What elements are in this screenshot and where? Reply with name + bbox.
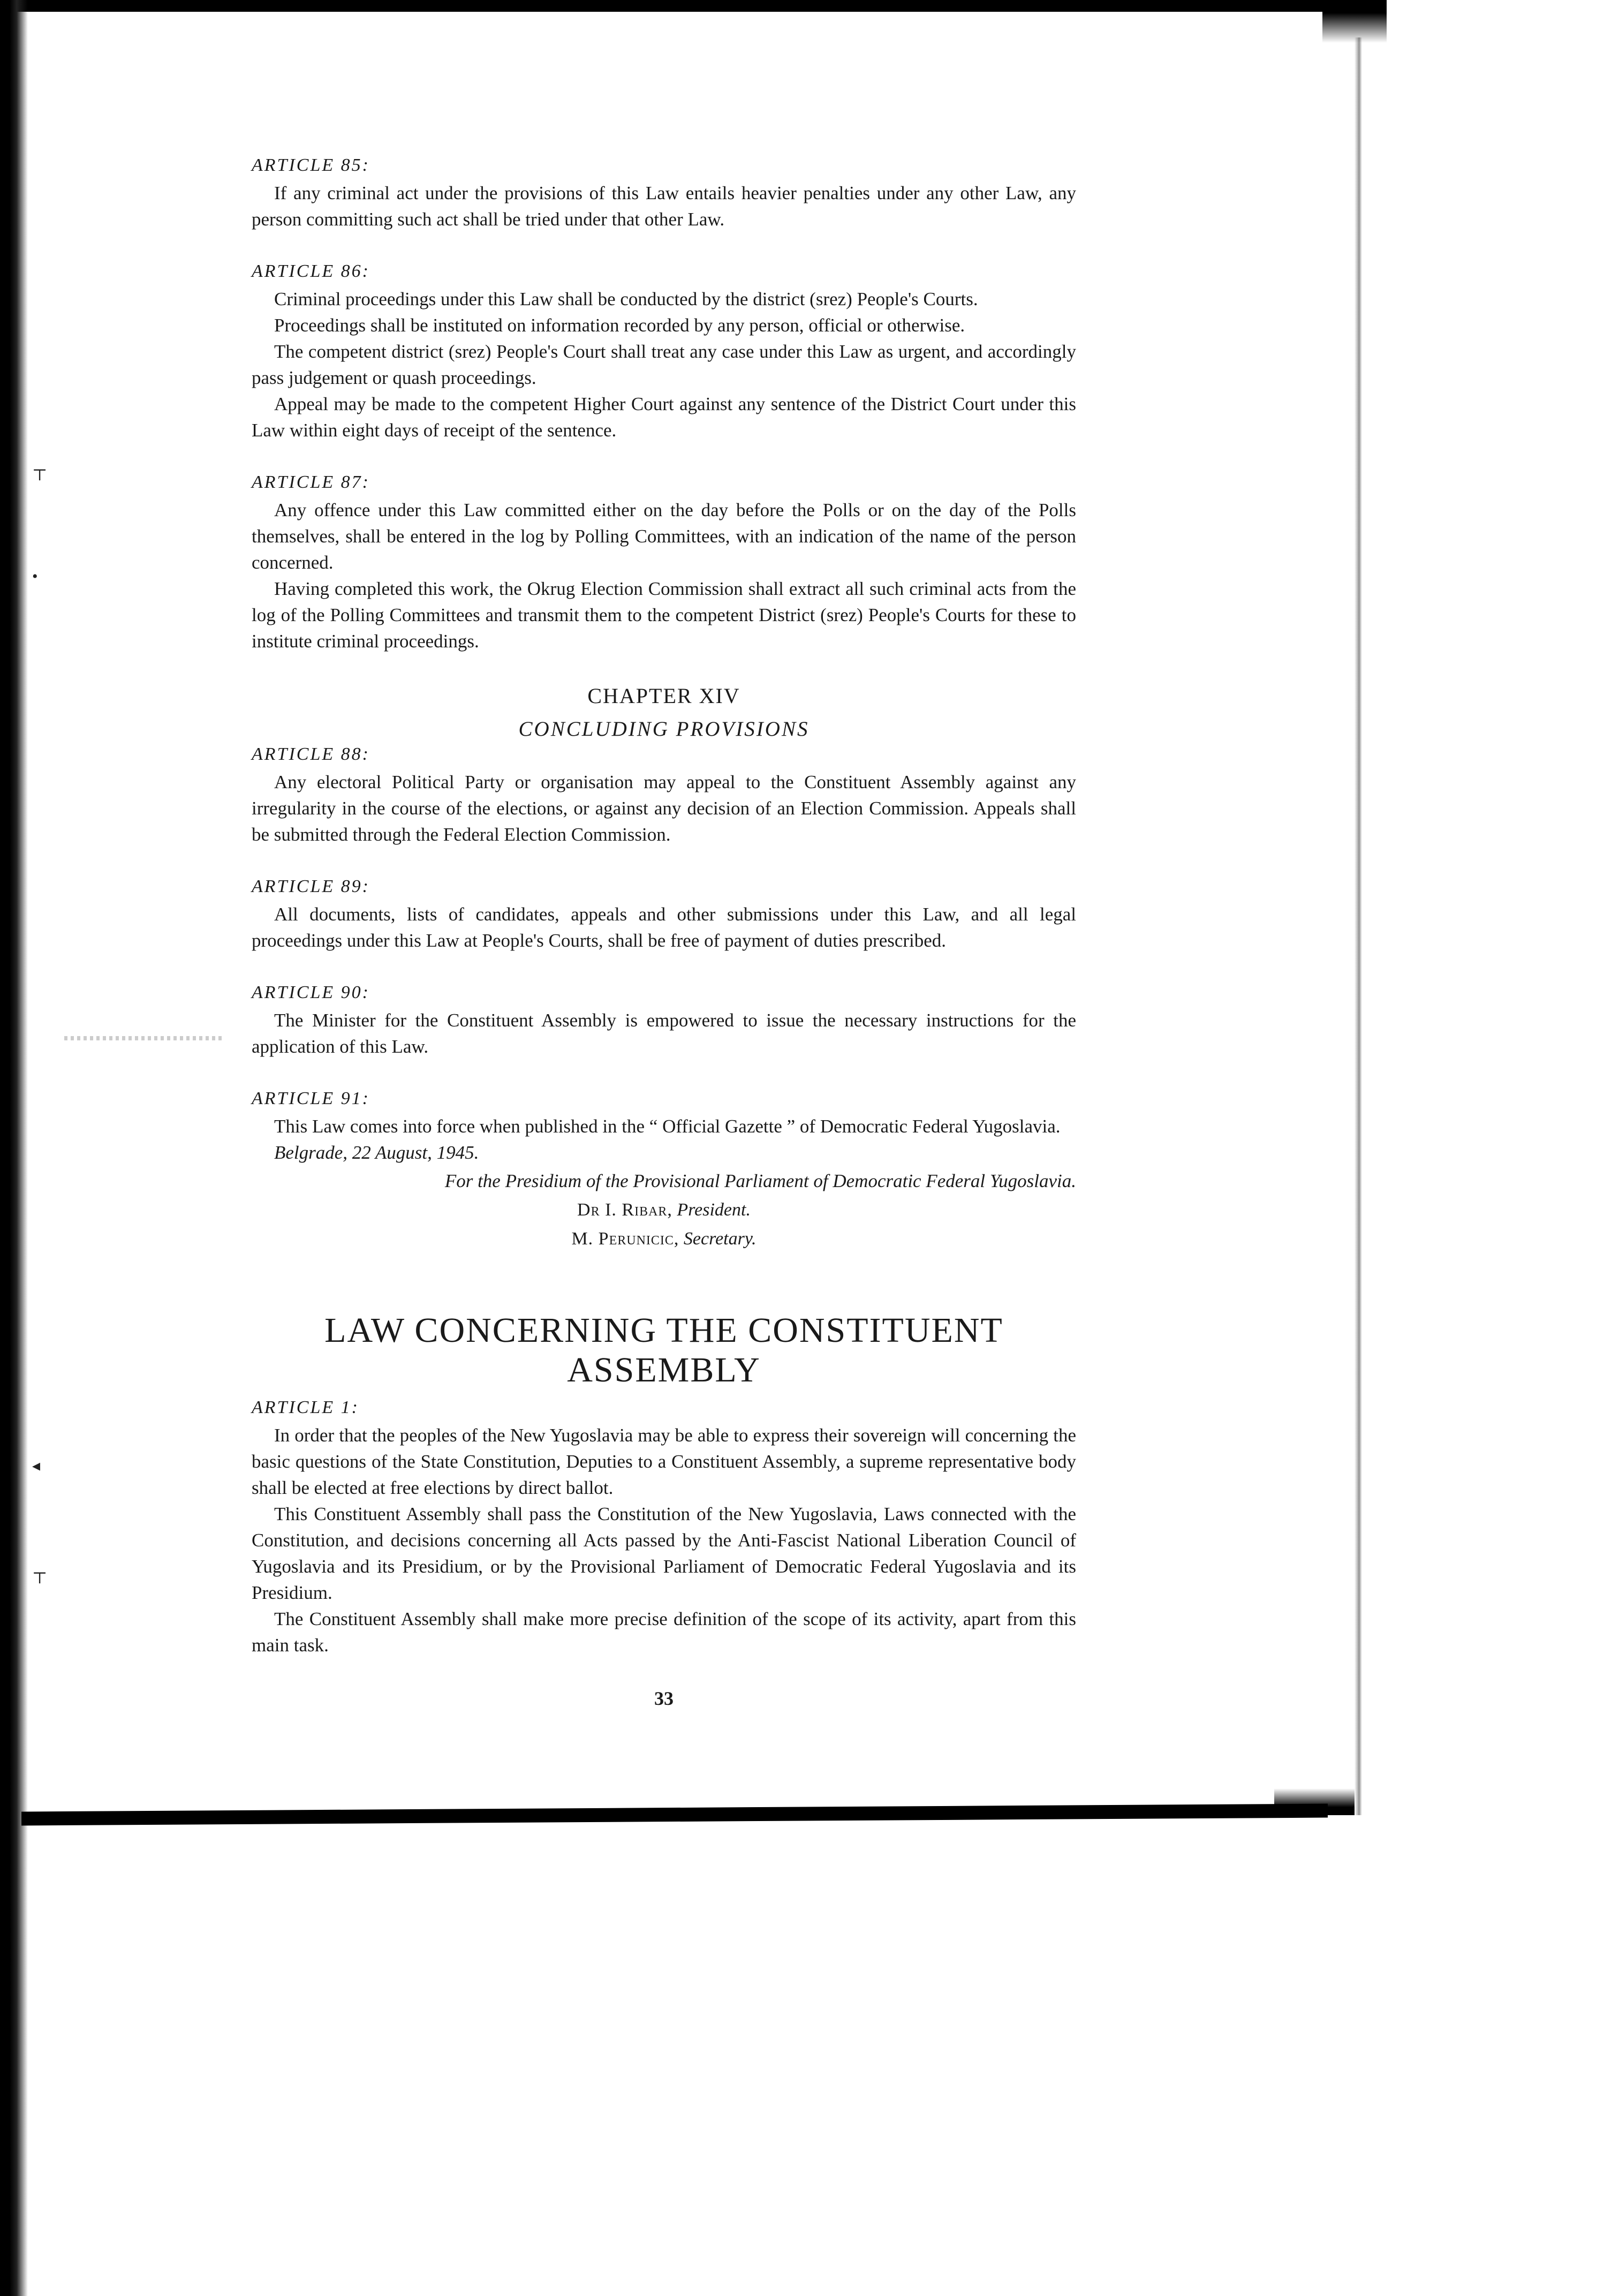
scan-edge-top — [0, 0, 1371, 12]
chapter-subtitle: CONCLUDING PROVISIONS — [518, 718, 810, 741]
article-paragraph: The Minister for the Constituent Assembly is empowered to issue the necessary instructions for the application of this Law. — [252, 1010, 1076, 1057]
article-paragraph: Any electoral Political Party or organisation may appeal to the Constituent Assembly against any irregularity in the course of the elections, or against any decision of an Election Commission. Appeals shall be submitted through the Federal Election Commission. — [252, 772, 1076, 845]
signatory-role: Secretary. — [683, 1229, 756, 1249]
article-paragraph: All documents, lists of candidates, appeals and other submissions under this Law, and all legal proceedings under this Law at People's Courts, shall be free of payment of duties prescribed. — [252, 904, 1076, 951]
law-title-line: LAW CONCERNING THE CONSTITUENT — [324, 1311, 1003, 1350]
signatory-name: M. Perunicic, — [571, 1229, 679, 1249]
signature-line — [252, 1197, 1076, 1223]
article-86 — [252, 261, 1076, 443]
article-heading: ARTICLE 90: — [252, 983, 370, 1002]
article-paragraph: Having completed this work, the Okrug Election Commission shall extract all such criminal acts from the log of the Polling Committees and transmit them to the competent District (srez) People's Courts for these to institute criminal proceedings. — [252, 578, 1076, 652]
scan-noise — [64, 1036, 225, 1040]
scan-edge-bottom — [21, 1804, 1328, 1826]
signatory-name: Dr I. Ribar, — [577, 1200, 672, 1220]
article-paragraph: This Law comes into force when published in the “ Official Gazette ” of Democratic Federal Yugoslavia. — [274, 1116, 1061, 1137]
signature-line — [252, 1226, 1076, 1252]
article-heading: ARTICLE 91: — [252, 1089, 370, 1108]
article-paragraph: The competent district (srez) People's Court shall treat any case under this Law as urgent, and accordingly pass judgement or quash proceedings. — [252, 341, 1076, 388]
article-paragraph: This Constituent Assembly shall pass the Constitution of the New Yugoslavia, Laws connected with the Constitution, and decisions concerning all Acts passed by the Anti-Fascist National Liberation Council of Yugoslavia and its Presidium, or by the Provisional Parliament of Democratic Federal Yugoslavia and its Presidium. — [252, 1504, 1076, 1603]
scan-corner-bottom-right — [1274, 1788, 1355, 1815]
scan-edge-left — [0, 0, 28, 2296]
article-90 — [252, 983, 1076, 1060]
article-heading: ARTICLE 1: — [252, 1398, 359, 1417]
article-paragraph: In order that the peoples of the New Yugoslavia may be able to express their sovereign will concerning the basic questions of the State Constitution, Deputies to a Constituent Assembly, a supreme representative body shall be elected at free elections by direct ballot. — [252, 1425, 1076, 1498]
article-heading: ARTICLE 87: — [252, 472, 370, 492]
article-paragraph: The Constituent Assembly shall make more precise definition of the scope of its activity, apart from this main task. — [252, 1608, 1076, 1656]
document-page — [252, 155, 1076, 1710]
signatory-role: President. — [677, 1200, 751, 1220]
law-title — [252, 1311, 1076, 1390]
margin-mark: ⊤ — [32, 466, 48, 484]
article-heading: ARTICLE 86: — [252, 261, 370, 281]
margin-mark: ◂ — [32, 1457, 41, 1475]
chapter-title: CHAPTER XIV — [587, 684, 740, 708]
article-89 — [252, 877, 1076, 954]
article-paragraph: Criminal proceedings under this Law shall be conducted by the district (srez) People's Courts. — [274, 289, 978, 309]
article-paragraph: Proceedings shall be instituted on information recorded by any person, official or otherwise. — [274, 315, 965, 336]
law-title-line: ASSEMBLY — [567, 1350, 761, 1389]
margin-mark: ⊤ — [32, 1569, 48, 1587]
presidium-line: For the Presidium of the Provisional Parliament of Democratic Federal Yugoslavia. — [444, 1170, 1076, 1191]
scan-corner-top-right — [1322, 0, 1387, 43]
page-number: 33 — [654, 1688, 674, 1709]
article-paragraph: If any criminal act under the provisions of this Law entails heavier penalties under any other Law, any person committing such act shall be tried under that other Law. — [252, 183, 1076, 230]
article-87 — [252, 472, 1076, 654]
article-paragraph: Any offence under this Law committed either on the day before the Polls or on the day of the Polls themselves, shall be entered in the log by Polling Committees, with an indication of the name of the person concerned. — [252, 500, 1076, 573]
law-article-1 — [252, 1398, 1076, 1658]
article-heading: ARTICLE 88: — [252, 744, 370, 764]
scan-edge-right — [1355, 37, 1362, 1815]
article-paragraph: Appeal may be made to the competent Higher Court against any sentence of the District Court under this Law within eight days of receipt of the sentence. — [252, 394, 1076, 441]
date-line: Belgrade, 22 August, 1945. — [274, 1142, 479, 1163]
margin-mark: • — [32, 568, 38, 585]
article-heading: ARTICLE 89: — [252, 877, 370, 896]
article-88 — [252, 744, 1076, 848]
article-85 — [252, 155, 1076, 232]
article-heading: ARTICLE 85: — [252, 155, 370, 175]
article-91 — [252, 1089, 1076, 1139]
